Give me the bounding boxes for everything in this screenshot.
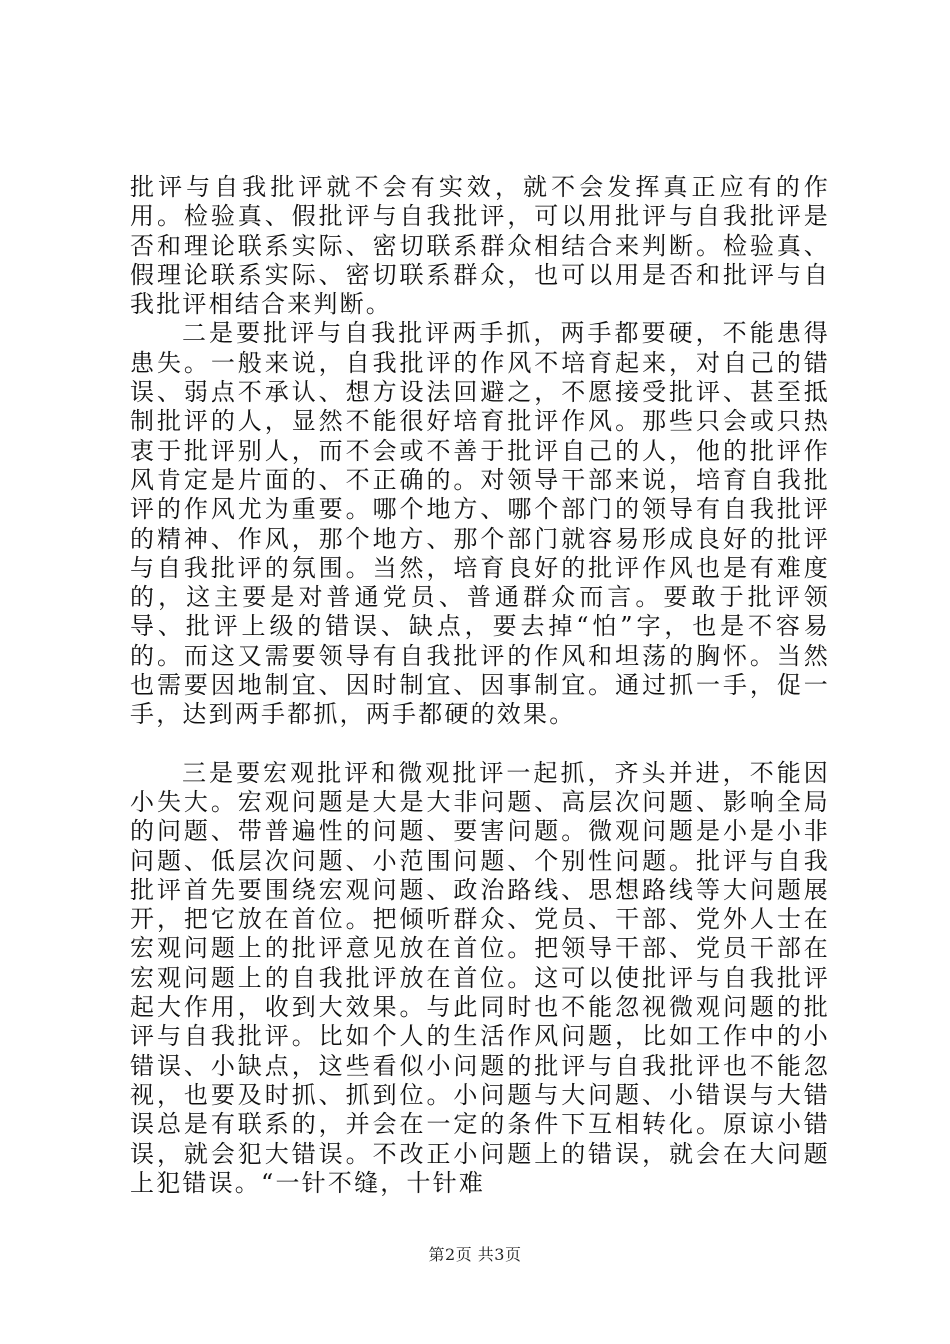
paragraph-3: 三是要宏观批评和微观批评一起抓，齐头并进，不能因小失大。宏观问题是大是大非问题、高层次问题、影响全局的问题、带普遍性的问题、要害问题。微观问题是小是小非问题、低层次问题、小范围问题、个别性问题。批评与自我批评首先要围绕宏观问题、政治路线、思想路线等大问题展开，把它放在首位。把倾听群众、党员、干部、党外人士在宏观问题上的批评意见放在首位。把领导干部、党员干部在宏观问题上的自我批评放在首位。这可以使批评与自我批评起大作用，收到大效果。与此同时也不能忽视微观问题的批评与自我批评。比如个人的生活作风问题，比如工作中的小错误、小缺点，这些看似小问题的批评与自我批评也不能忽视，也要及时抓、抓到位。小问题与大问题、小错误与大错误总是有联系的，并会在一定的条件下互相转化。原谅小错误，就会犯大错误。不改正小问题上的错误，就会在大问题上犯错误。“一针不缝，十针难: [130, 758, 830, 1197]
paragraph-2: 二是要批评与自我批评两手抓，两手都要硬，不能患得患失。一般来说，自我批评的作风不培育起来，对自己的错误、弱点不承认、想方设法回避之，不愿接受批评、甚至抵制批评的人，显然不能很好培育批评作风。那些只会或只热衷于批评别人，而不会或不善于批评自己的人，他的批评作风肯定是片面的、不正确的。对领导干部来说，培育自我批评的作风尤为重要。哪个地方、哪个部门的领导有自我批评的精神、作风，那个地方、那个部门就容易形成良好的批评与自我批评的氛围。当然，培育良好的批评作风也是有难度的，这主要是对普通党员、普通群众而言。要敢于批评领导、批评上级的错误、缺点，要去掉“怕”字，也是不容易的。而这又需要领导有自我批评的作风和坦荡的胸怀。当然也需要因地制宜、因时制宜、因事制宜。通过抓一手，促一手，达到两手都抓，两手都硬的效果。: [130, 319, 830, 729]
page-total: 共3页: [477, 1245, 522, 1264]
page-footer: [0, 1245, 950, 1265]
page-number: 第2页: [428, 1245, 473, 1264]
paragraph-1: 批评与自我批评就不会有实效，就不会发挥真正应有的作用。检验真、假批评与自我批评，可以用批评与自我批评是否和理论联系实际、密切联系群众相结合来判断。检验真、假理论联系实际、密切联系群众，也可以用是否和批评与自我批评相结合来判断。: [130, 173, 830, 319]
document-body: [130, 173, 830, 1198]
paragraph-spacer: [130, 730, 830, 759]
